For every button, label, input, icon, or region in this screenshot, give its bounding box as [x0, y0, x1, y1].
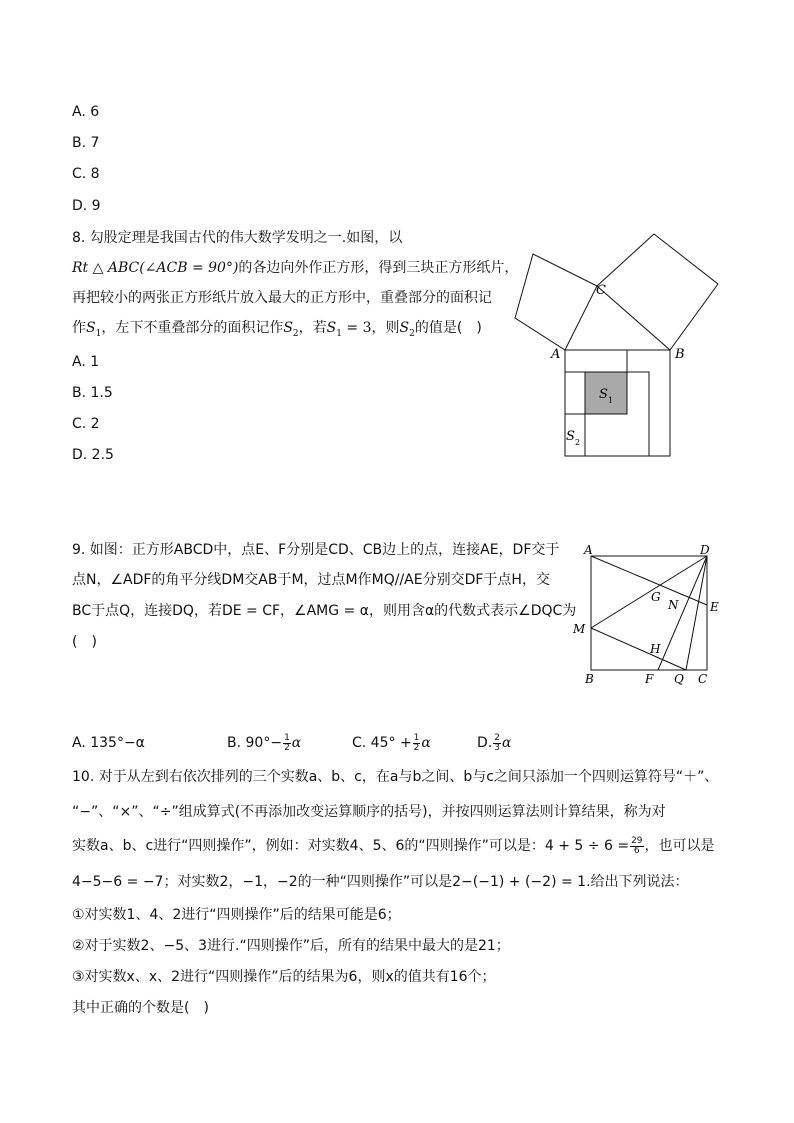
- q8-square-ac: [515, 254, 597, 350]
- q9-label-c: C: [698, 672, 708, 686]
- q9-figure: [565, 538, 725, 688]
- q8-label-b: B: [675, 347, 685, 362]
- q9-option-d-post: α: [501, 735, 512, 751]
- q9-option-c: [352, 733, 431, 753]
- q10-line-4: 4−5−6 = −7；对实数2，−1，−2的一种“四则操作”可以是2−(−1) + (−2) = 1.给出下列说法：: [72, 874, 689, 890]
- q8-label-s1-sub: 1: [608, 396, 614, 405]
- q9-option-d-den: 3: [494, 742, 500, 753]
- q9-label-b: B: [585, 672, 594, 686]
- q9-option-c-den: 2: [413, 742, 420, 753]
- q9-label-m: M: [573, 622, 586, 636]
- q10-frac-num: 29: [631, 835, 643, 846]
- q8-eq-sub: 1: [336, 328, 342, 339]
- q8-s2-sub: 2: [292, 328, 299, 339]
- q8-option-d: D. 2.5: [72, 447, 114, 463]
- q9-label-a: A: [584, 543, 593, 557]
- q9-label-e: E: [710, 600, 719, 614]
- q8-t-b: ，左下不重叠部分的面积记作: [101, 320, 284, 336]
- q8-label-s2-sub: 2: [575, 438, 581, 447]
- q9-option-c-frac: [413, 734, 421, 753]
- q10-statement-3: ③对实数x、x、2进行“四则操作”后的结果为6，则x的值共有16个；: [72, 969, 496, 985]
- q8-s2b: S: [399, 320, 410, 336]
- q9-option-b-post: α: [291, 735, 302, 751]
- q8-s1-sub: 1: [95, 328, 102, 339]
- q8-t-d: ，则: [371, 320, 400, 336]
- q9-option-d-num: 2: [494, 732, 500, 743]
- q9-option-b-num: 1: [284, 732, 290, 743]
- q9-label-d: D: [700, 543, 710, 557]
- q9-option-d-frac: [493, 734, 501, 753]
- q10-frac: [630, 837, 643, 856]
- q8-line-2: [72, 258, 518, 278]
- q9-line-dm: [591, 556, 707, 628]
- q9-option-b-frac: [283, 734, 291, 753]
- q10-line-1: 10. 对于从左到右依次排列的三个实数a、b、c，在a与b之间、b与c之间只添加一个四则运算符号“＋”、: [72, 769, 719, 785]
- q7-option-d: D. 9: [72, 198, 101, 214]
- q10-line-3: [72, 836, 715, 856]
- q8-s2: S: [283, 320, 293, 336]
- q9-line-2: 点N，∠ADF的角平分线DM交AB于M，过点M作MQ//AE分别交DF于点H，交: [72, 572, 550, 588]
- q9-option-d-pre: D.: [477, 735, 493, 751]
- q10-line-2: “−”、“×”、“÷”组成算式(不再添加改变运算顺序的括号)，并按四则运算法则计算结果，称为对: [72, 804, 666, 820]
- q9-option-a: A. 135°−α: [72, 735, 145, 751]
- q9-option-b-den: 2: [284, 742, 290, 753]
- q9-line-1: 9. 如图：正方形ABCD中，点E、F分别是CD、CB边上的点，连接AE，DF交于: [72, 542, 560, 558]
- q8-label-s2: S: [566, 429, 575, 444]
- q7-option-b: B. 7: [72, 135, 100, 151]
- q9-option-c-pre: C. 45° +: [352, 735, 412, 751]
- q10-statement-2: ②对于实数2、−5、3进行.“四则操作”后，所有的结果中最大的是21；: [72, 938, 510, 954]
- q10-question: 其中正确的个数是( ): [72, 1000, 209, 1016]
- q9-label-f: F: [645, 672, 654, 686]
- q9-label-n: N: [668, 598, 679, 612]
- q8-eq-s: S: [326, 320, 337, 336]
- q9-line-3: BC于点Q，连接DQ，若DE = CF，∠AMG = α，则用含α的代数式表示∠DQC为: [72, 603, 577, 619]
- q10-line-3-a: 实数a、b、c进行“四则操作”，例如：对实数4、5、6的“四则操作”可以是：4 + 5 ÷ 6 =: [72, 838, 630, 854]
- q9-option-d: [477, 733, 511, 753]
- q8-label-c: C: [596, 283, 606, 298]
- q8-option-b: B. 1.5: [72, 385, 113, 401]
- q8-label-a: A: [551, 347, 561, 362]
- q8-eq-val: = 3: [341, 320, 372, 336]
- q9-option-b: [227, 733, 301, 753]
- q8-line-1: 8. 勾股定理是我国古代的伟大数学发明之一.如图，以: [72, 230, 403, 246]
- q8-s1: S: [86, 320, 96, 336]
- q8-t-a: 作: [72, 320, 86, 336]
- q8-s2b-sub: 2: [409, 328, 415, 339]
- q8-t-e: 的值是( ): [414, 320, 482, 336]
- q8-square-bc: [597, 234, 718, 350]
- q8-figure: [508, 228, 728, 460]
- q9-line-df: [658, 556, 707, 670]
- q7-option-a: A. 6: [72, 104, 100, 120]
- q8-line-2-text: 的各边向外作正方形，得到三块正方形纸片，: [238, 260, 519, 276]
- q10-frac-den: 6: [633, 845, 640, 856]
- q9-line-4: ( ): [72, 634, 97, 650]
- q9-label-q: Q: [674, 672, 684, 686]
- q8-math-triangle: Rt △ ABC(∠ACB = 90°): [72, 260, 239, 276]
- q8-option-a: A. 1: [72, 354, 100, 370]
- q9-option-b-pre: B. 90°−: [227, 735, 283, 751]
- q9-option-c-num: 1: [413, 732, 420, 743]
- q8-line-3: 再把较小的两张正方形纸片放入最大的正方形中，重叠部分的面积记: [72, 290, 492, 306]
- q10-statement-1: ①对实数1、4、2进行“四则操作”后的结果可能是6；: [72, 907, 401, 923]
- q9-option-c-post: α: [421, 735, 431, 751]
- q9-line-dq: [686, 556, 707, 670]
- q8-line-4: [72, 318, 482, 344]
- q8-label-s1: S: [599, 387, 608, 402]
- q10-line-3-b: ，也可以是: [644, 838, 715, 854]
- q8-t-c: ，若: [298, 320, 327, 336]
- q8-option-c: C. 2: [72, 416, 100, 432]
- q9-line-mq: [591, 628, 686, 670]
- q9-label-h: H: [650, 642, 661, 656]
- q9-label-g: G: [651, 590, 661, 604]
- q7-option-c: C. 8: [72, 166, 100, 182]
